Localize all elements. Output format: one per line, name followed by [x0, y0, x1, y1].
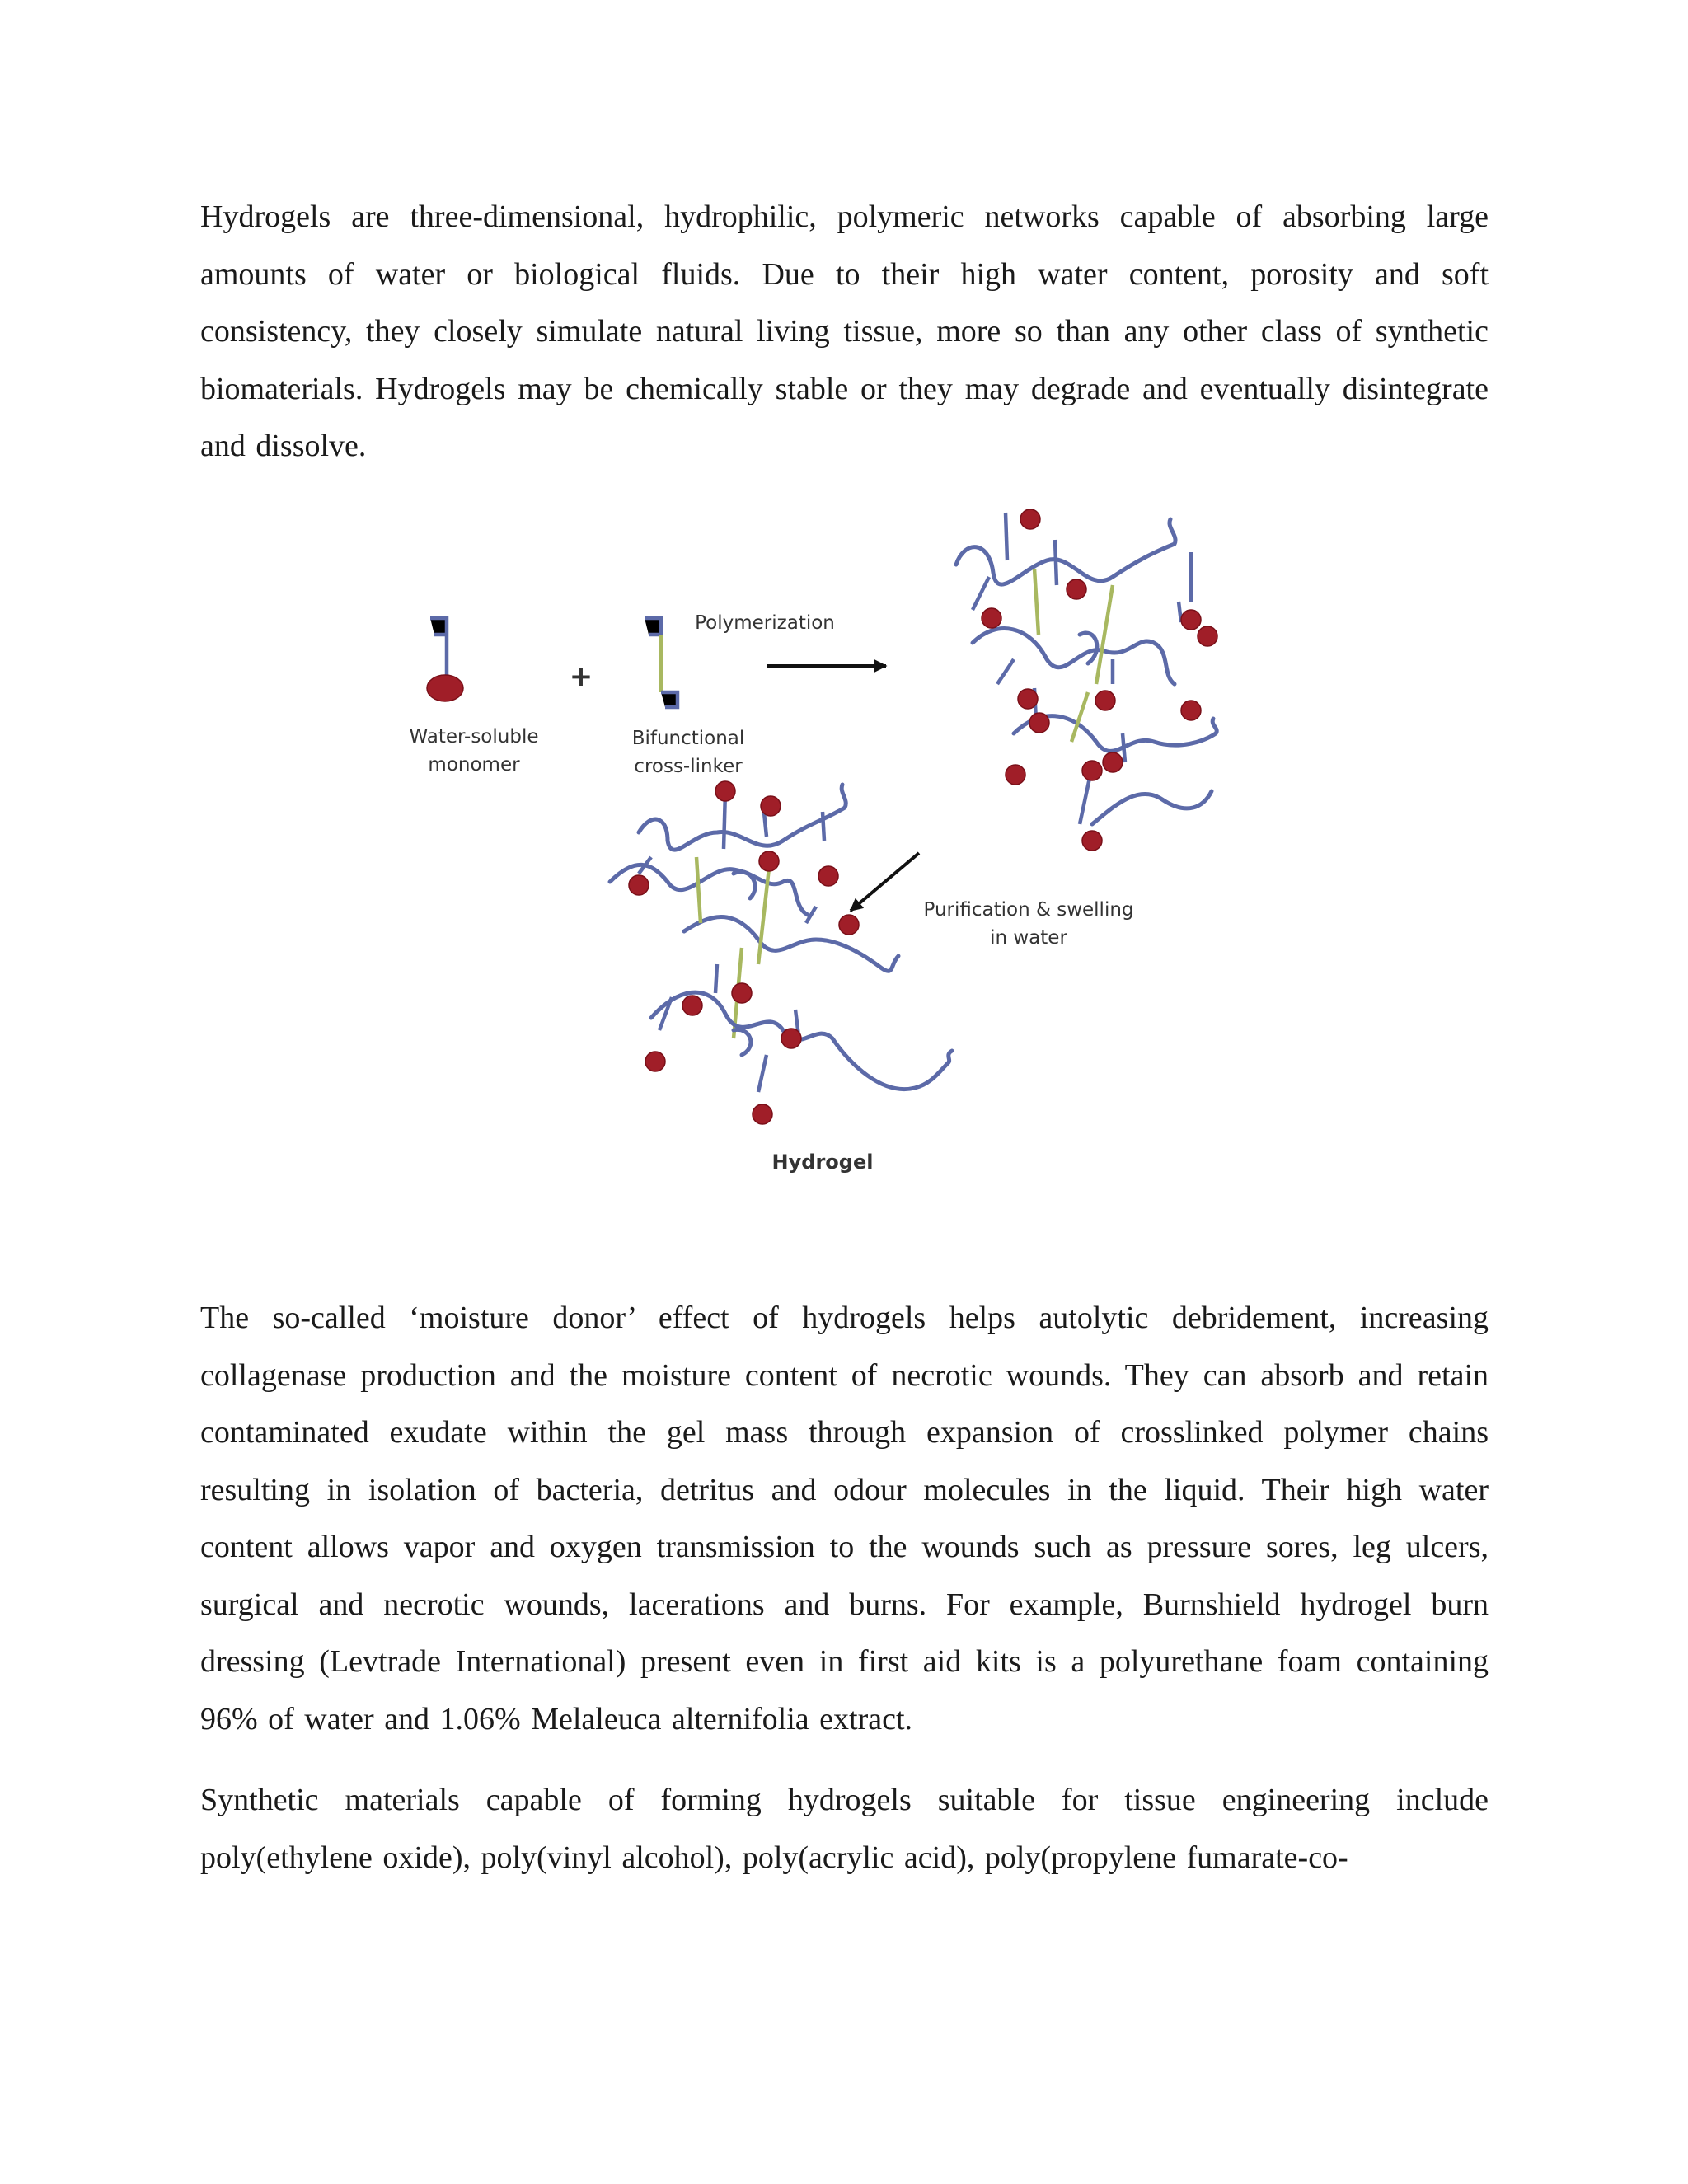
crosslinker-glyph — [645, 618, 678, 707]
plus-sign: + — [569, 660, 593, 693]
monomer-label-line2: monomer — [428, 754, 520, 776]
purification-arrow — [851, 853, 919, 911]
paragraph-moisture-donor: The so-called ‘moisture donor’ effect of hydrogels helps autolytic debridement, increasing collagenase production and the moisture content of necrotic wounds. They can absorb and retain contaminated exudate within the gel mass through expansion of crosslinked polymer chains resulting in isolation of bacteria, detritus and odour molecules in the liquid. Their high water content allows vapor and oxygen transmission to the wounds such as pressure sores, leg ulcers, surgical and necrotic wounds, lacerations and burns. For example, Burnshield hydrogel burn dressing (Levtrade International) present even in first aid kits is a polyurethane foam containing 96% of water and 1.06% Melaleuca alternifolia extract. — [200, 1301, 1489, 1736]
paragraph-synthetic-materials: Synthetic materials capable of forming hydrogels suitable for tissue engineering include poly(ethylene oxide), poly(vinyl alcohol), poly(acrylic acid), poly(propylene fumarate-co- — [200, 1783, 1489, 1875]
crosslinker-label-line1: Bifunctional — [631, 728, 745, 749]
monomer-glyph — [427, 618, 463, 701]
hydrogel-label: Hydrogel — [771, 1151, 874, 1174]
polymerization-label: Polymerization — [695, 612, 835, 634]
purification-label-line2: in water — [990, 927, 1067, 949]
paragraph-intro: Hydrogels are three-dimensional, hydrophilic, polymeric networks capable of absorbing large amounts of water or biological fluids. Due to their high water content, porosity and soft consistency, they closely simulate natural living tissue, more so than any other class of synthetic biomaterials. Hydrogels may be chemically stable or they may degrade and eventually disintegrate and dissolve. — [200, 199, 1489, 463]
purification-label-line1: Purification & swelling — [923, 899, 1134, 921]
polymer-network-top — [956, 509, 1217, 851]
monomer-label-line1: Water-soluble — [409, 726, 539, 748]
polymer-network-hydrogel — [610, 781, 952, 1124]
crosslinker-label-line2: cross-linker — [634, 756, 743, 777]
hydrogel-formation-figure — [387, 494, 1335, 1195]
